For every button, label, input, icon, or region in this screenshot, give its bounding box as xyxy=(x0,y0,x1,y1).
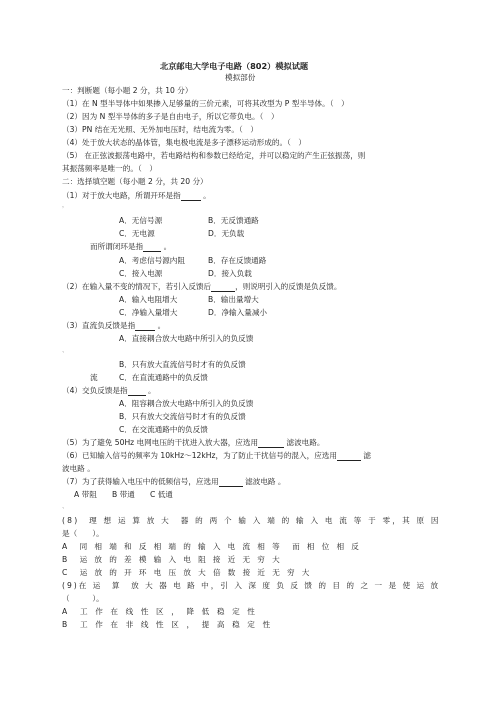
q2-opt-d: D．净输入量减小 xyxy=(208,308,268,317)
q1-stem xyxy=(62,191,211,201)
answer-blank xyxy=(258,439,284,448)
q7-options: A 带阻 B 带通 C 低通 xyxy=(74,490,173,499)
q7-stem-text: （7）为了获得输入电压中的低频信号，应选用 xyxy=(62,477,219,486)
answer-blank xyxy=(337,452,361,461)
q3-opt-b: B．只有放大直流信号时才有的负反馈 xyxy=(119,360,246,369)
q1-stem2-text: 而所谓闭环是指 xyxy=(90,242,144,251)
sec1-item-1: （1）在 N 型半导体中如果掺入足够量的三价元素，可将其改型为 P 型半导体。（ ） xyxy=(62,99,349,108)
q1-stem2-end: 。 xyxy=(163,242,172,251)
q2-opt-c: C．净输入量增大 xyxy=(119,308,178,317)
answer-blank xyxy=(135,322,155,331)
q9-line2: （ ）。 xyxy=(62,594,104,603)
q3-opt-c-prefix: 流 xyxy=(90,373,98,382)
q4-stem-text: （4）交负反馈是指 xyxy=(62,386,128,395)
q6-stem-end: 滤 xyxy=(363,451,371,460)
section-1-heading: 一：判断题（每小题 2 分，共 10 分） xyxy=(62,86,193,95)
q2-opt-a: A．输入电阻增大 xyxy=(119,295,178,304)
answer-blank xyxy=(143,243,161,252)
stray-mark: 、 xyxy=(62,503,69,510)
stray-mark: 、 xyxy=(62,347,69,354)
document-subtitle: 模拟部份 xyxy=(225,73,256,82)
q7-stem-end: 滤波电路 。 xyxy=(245,477,286,486)
q6-stem-text: （6）已知输入信号的频率为 10kHz～12kHz，为了防止干扰信号的混入，应选用 xyxy=(62,451,337,460)
q1-stem-2 xyxy=(90,242,171,252)
q4-stem xyxy=(62,386,156,396)
q3-opt-c: C．在直流通路中的负反馈 xyxy=(119,373,208,382)
answer-blank xyxy=(219,478,243,487)
q9-opt-a: A 工 作 在 线 性 区 ， 降 低 稳 定 性 xyxy=(62,607,258,616)
q8-opt-c: C 运 放 的 开 环 电 压 放 大 倍 数 接 近 无 穷 大 xyxy=(62,568,312,577)
q9-line1: (9)在 运 算 放 大 器 电 路 中，引 入 深 度 负 反 馈 的 目 的 之 一 是 使 运 放 xyxy=(62,581,441,590)
q9-opt-b: B 工 作 在 非 线 性 区 ， 提 高 稳 定 性 xyxy=(62,620,273,629)
document-title: 北京邮电大学电子电路（802）模拟试题 xyxy=(160,61,309,71)
q1-stem-text: （1）对于放大电路，所谓开环是指 xyxy=(62,191,181,200)
q2-stem-text: （2）在输入量不变的情况下，若引入反馈后 xyxy=(62,282,212,291)
answer-blank xyxy=(181,192,201,201)
sec1-item-5-cont: 其振荡频率是唯一的。（ ） xyxy=(62,164,157,173)
q3-stem-text: （3）直流负反馈是指 xyxy=(62,321,136,330)
q6-stem-line2: 波电路 。 xyxy=(62,464,95,473)
stray-mark: ， xyxy=(62,202,69,209)
q1-opt-d: D．无负载 xyxy=(208,229,245,238)
sec1-item-3: （3）PN 结在无光照、无外加电压时，结电流为零。（ ） xyxy=(62,125,258,134)
q1-opt2-c: C．接入电源 xyxy=(119,269,163,278)
section-2-heading: 二：选择填空题（每小题 2 分，共 20 分） xyxy=(62,177,208,186)
q8-opt-b: B 运 放 的 差 模 输 入 电 阻 接 近 无 穷 大 xyxy=(62,555,283,564)
q1-opt-b: B．无反馈通路 xyxy=(208,216,259,225)
sec1-item-2: （2）因为 N 型半导体的多子是自由电子，所以它带负电。（ ） xyxy=(62,112,279,121)
q8-opt-a: A 同 相 端 和 反 相 端 的 输 入 电 流 相 等 而 相 位 相 反 xyxy=(62,542,362,551)
sec1-item-4: （4）处于放大状态的晶体管，集电极电流是多子漂移运动形成的。（ ） xyxy=(62,138,307,147)
q1-opt-c: C．无电源 xyxy=(119,229,155,238)
q1-opt2-b: B．存在反馈通路 xyxy=(208,256,267,265)
q5-stem-end: 滤波电路。 xyxy=(286,438,325,447)
q3-stem xyxy=(62,321,165,331)
q4-opt-a: A．阻容耦合放大电路中所引入的负反馈 xyxy=(119,399,254,408)
answer-blank xyxy=(211,283,235,292)
q1-opt-a: A．无信号源 xyxy=(119,216,163,225)
q1-opt2-d: D．接入负载 xyxy=(208,269,252,278)
answer-blank xyxy=(128,387,146,396)
q2-stem xyxy=(62,282,341,292)
q6-stem xyxy=(62,451,371,461)
sec1-item-5: （5） 在正弦波振荡电路中，若电路结构和参数已经给定，并可以稳定的产生正弦振荡，则 xyxy=(62,151,366,160)
q5-stem-text: （5）为了避免 50Hz 电网电压的干扰进入放大器，应选用 xyxy=(62,438,259,447)
q3-opt-a: A．直接耦合放大电路中所引入的负反馈 xyxy=(119,334,254,343)
q4-opt-b: B．只有放大交流信号时才有的负反馈 xyxy=(119,412,246,421)
q1-stem-end: 。 xyxy=(203,191,211,200)
q8-line1: (8) 理 想 运 算 放 大 器 的 两 个 输 入 端 的 输 入 电 流 等 于 零，其 原 因 xyxy=(62,516,441,525)
q2-opt-b: B．输出量增大 xyxy=(208,295,259,304)
q4-opt-c: C．在交流通路中的负反馈 xyxy=(119,425,208,434)
q1-opt2-a: A．考虑信号源内阻 xyxy=(119,256,185,265)
q7-stem xyxy=(62,477,286,487)
q3-stem-end: 。 xyxy=(157,321,166,330)
q5-stem xyxy=(62,438,324,448)
q4-stem-end: 。 xyxy=(148,386,156,395)
q2-stem-end: ，则说明引入的反馈是负反馈。 xyxy=(235,282,342,291)
q8-line2: 是（ ）。 xyxy=(62,529,104,538)
